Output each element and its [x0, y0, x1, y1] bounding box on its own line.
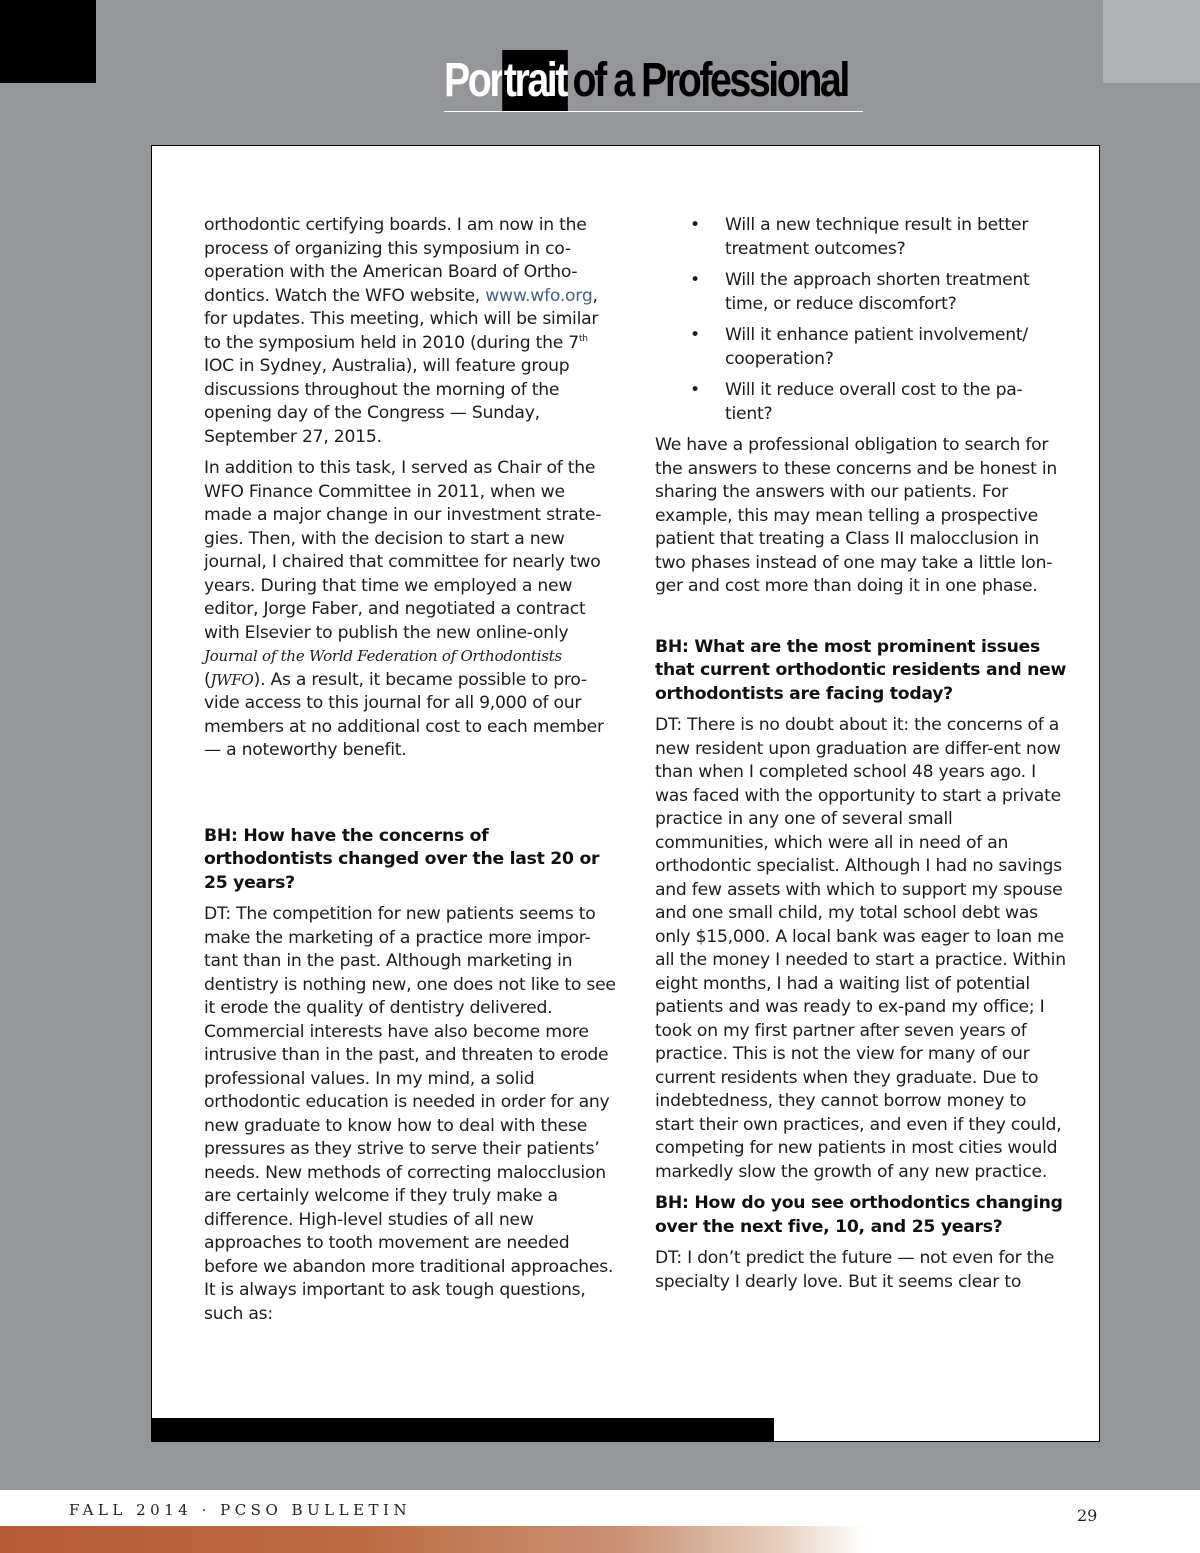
corner-block-gray: [1103, 0, 1200, 83]
list-item-text: Will it reduce overall cost to the pa-tient?: [725, 380, 1023, 424]
publication-name: FALL 2014 · PCSO BULLETIN: [69, 1501, 412, 1519]
superscript: th: [578, 333, 588, 344]
wfo-website-link[interactable]: www.wfo.org: [485, 285, 593, 306]
answer-paragraph: DT: I don’t predict the future — not even for the specialty I dearly love. But it seems clear to: [655, 1248, 1055, 1292]
question-heading: BH: What are the most prominent issues that current orthodontic residents and new orthodontists are facing today?: [655, 636, 1067, 704]
text-run: IOC in Sydney, Australia), will feature group discussions throughout the morning of the opening day of the Congress — Sunday, September 27, 2015.: [204, 356, 570, 447]
question-heading: BH: How do you see orthodontics changing over the next five, 10, and 25 years?: [655, 1193, 1063, 1237]
list-item-text: Will a new technique result in better treatment outcomes?: [725, 215, 1029, 259]
paragraph-obligation: We have a professional obligation to search for the answers to these concerns and be honest in sharing the answers with our patients. For example, this may mean telling a prospective patient that treating a Class II malocclusion in two phases instead of one may take a little lon-ger and cost more than doing it in one phase.: [655, 435, 1057, 596]
paragraph-symposium: [204, 214, 616, 449]
text-run: ). As a result, it became possible to pro-vide access to this journal for all 9,000 of our members at no additional cost to each member — a noteworthy benefit.: [204, 669, 604, 760]
answer-paragraph: DT: There is no doubt about it: the concerns of a new resident upon graduation are differ-ent now than when I completed school 48 years ago. I was faced with the opportunity to start a private practice in any one of several small communities, which were all in need of an orthodontic specialist. Although I had no savings and few assets with which to support my spouse and one small child, my total school debt was only $15,000. A local bank was eager to loan me all the money I needed to start a practice. Within eight months, I had a waiting list of potential patients and was ready to ex-pand my office; I took on my first partner after seven years of practice. This is not the view for many of our current residents when they graduate. Due to indebtedness, they cannot borrow money to start their own practices, and even if they could, competing for new patients in most cities would markedly slow the growth of any new practice.: [655, 715, 1066, 1182]
bullet-icon: •: [690, 215, 700, 235]
footer-gradient-stripe: [0, 1526, 1200, 1553]
title-underline: [444, 111, 863, 112]
paragraph-finance: [204, 457, 616, 763]
list-item-text: Will it enhance patient involvement/ cooperation?: [725, 325, 1028, 369]
article-page: [151, 145, 1100, 1442]
text-run: , for updates. This meeting, which will be similar to the symposium held in 2010 (during the 7: [204, 285, 599, 353]
right-column: [655, 214, 1067, 1302]
bullet-icon: •: [690, 325, 700, 345]
bullet-icon: •: [690, 380, 700, 400]
text-run: In addition to this task, I served as Chair of the WFO Finance Committee in 2011, when we made a major change in our investment strate-gies. Then, with the decision to start a new journal, I chaired that committee for nearly two years. During that time we employed a new editor, Jorge Faber, and negotiated a contract with Elsevier to publish the new online-only: [204, 458, 602, 643]
title-part-por: Por: [444, 54, 503, 107]
list-item: [655, 324, 1067, 371]
text-run: (: [204, 669, 211, 690]
list-item-text: Will the approach shorten treatment time, or reduce discomfort?: [725, 270, 1030, 314]
spacer: [655, 607, 1067, 636]
journal-title: Journal of the World Federation of Orthodontists: [204, 647, 562, 665]
title-part-trait: trait: [502, 50, 567, 112]
bullet-icon: •: [690, 270, 700, 290]
list-item: [655, 379, 1067, 426]
page-number: 29: [1077, 1506, 1098, 1525]
text-run: orthodontic certifying boards. I am now in the process of organizing this symposium in co-operation with the American Board of Ortho-dontics. Watch the WFO website,: [204, 215, 587, 306]
questions-list: [655, 214, 1067, 426]
answer-paragraph: DT: The competition for new patients seems to make the marketing of a practice more impor-tant than in the past. Although marketing in dentistry is nothing new, one does not like to see it erode the quality of dentistry delivered. Commercial interests have also become more intrusive than in the past, and threaten to erode professional values. In my mind, a solid orthodontic education is needed in order for any new graduate to know how to deal with these pressures as they strive to serve their patients’ needs. New methods of correcting malocclusion are certainly welcome if they truly make a difference. High-level studies of all new approaches to tooth movement are needed before we abandon more traditional approaches. It is always important to ask tough questions, such as:: [204, 904, 616, 1324]
spacer: [204, 771, 616, 825]
left-column: [204, 214, 616, 1334]
question-heading: BH: How have the concerns of orthodontists changed over the last 20 or 25 years?: [204, 825, 600, 893]
corner-block-black: [0, 0, 96, 83]
title-part-professional: of a Professional: [572, 54, 848, 107]
journal-abbrev: JWFO: [210, 670, 254, 689]
list-item: [655, 269, 1067, 316]
page-title: [444, 50, 848, 112]
list-item: [655, 214, 1067, 261]
bottom-black-bar: [152, 1418, 774, 1441]
